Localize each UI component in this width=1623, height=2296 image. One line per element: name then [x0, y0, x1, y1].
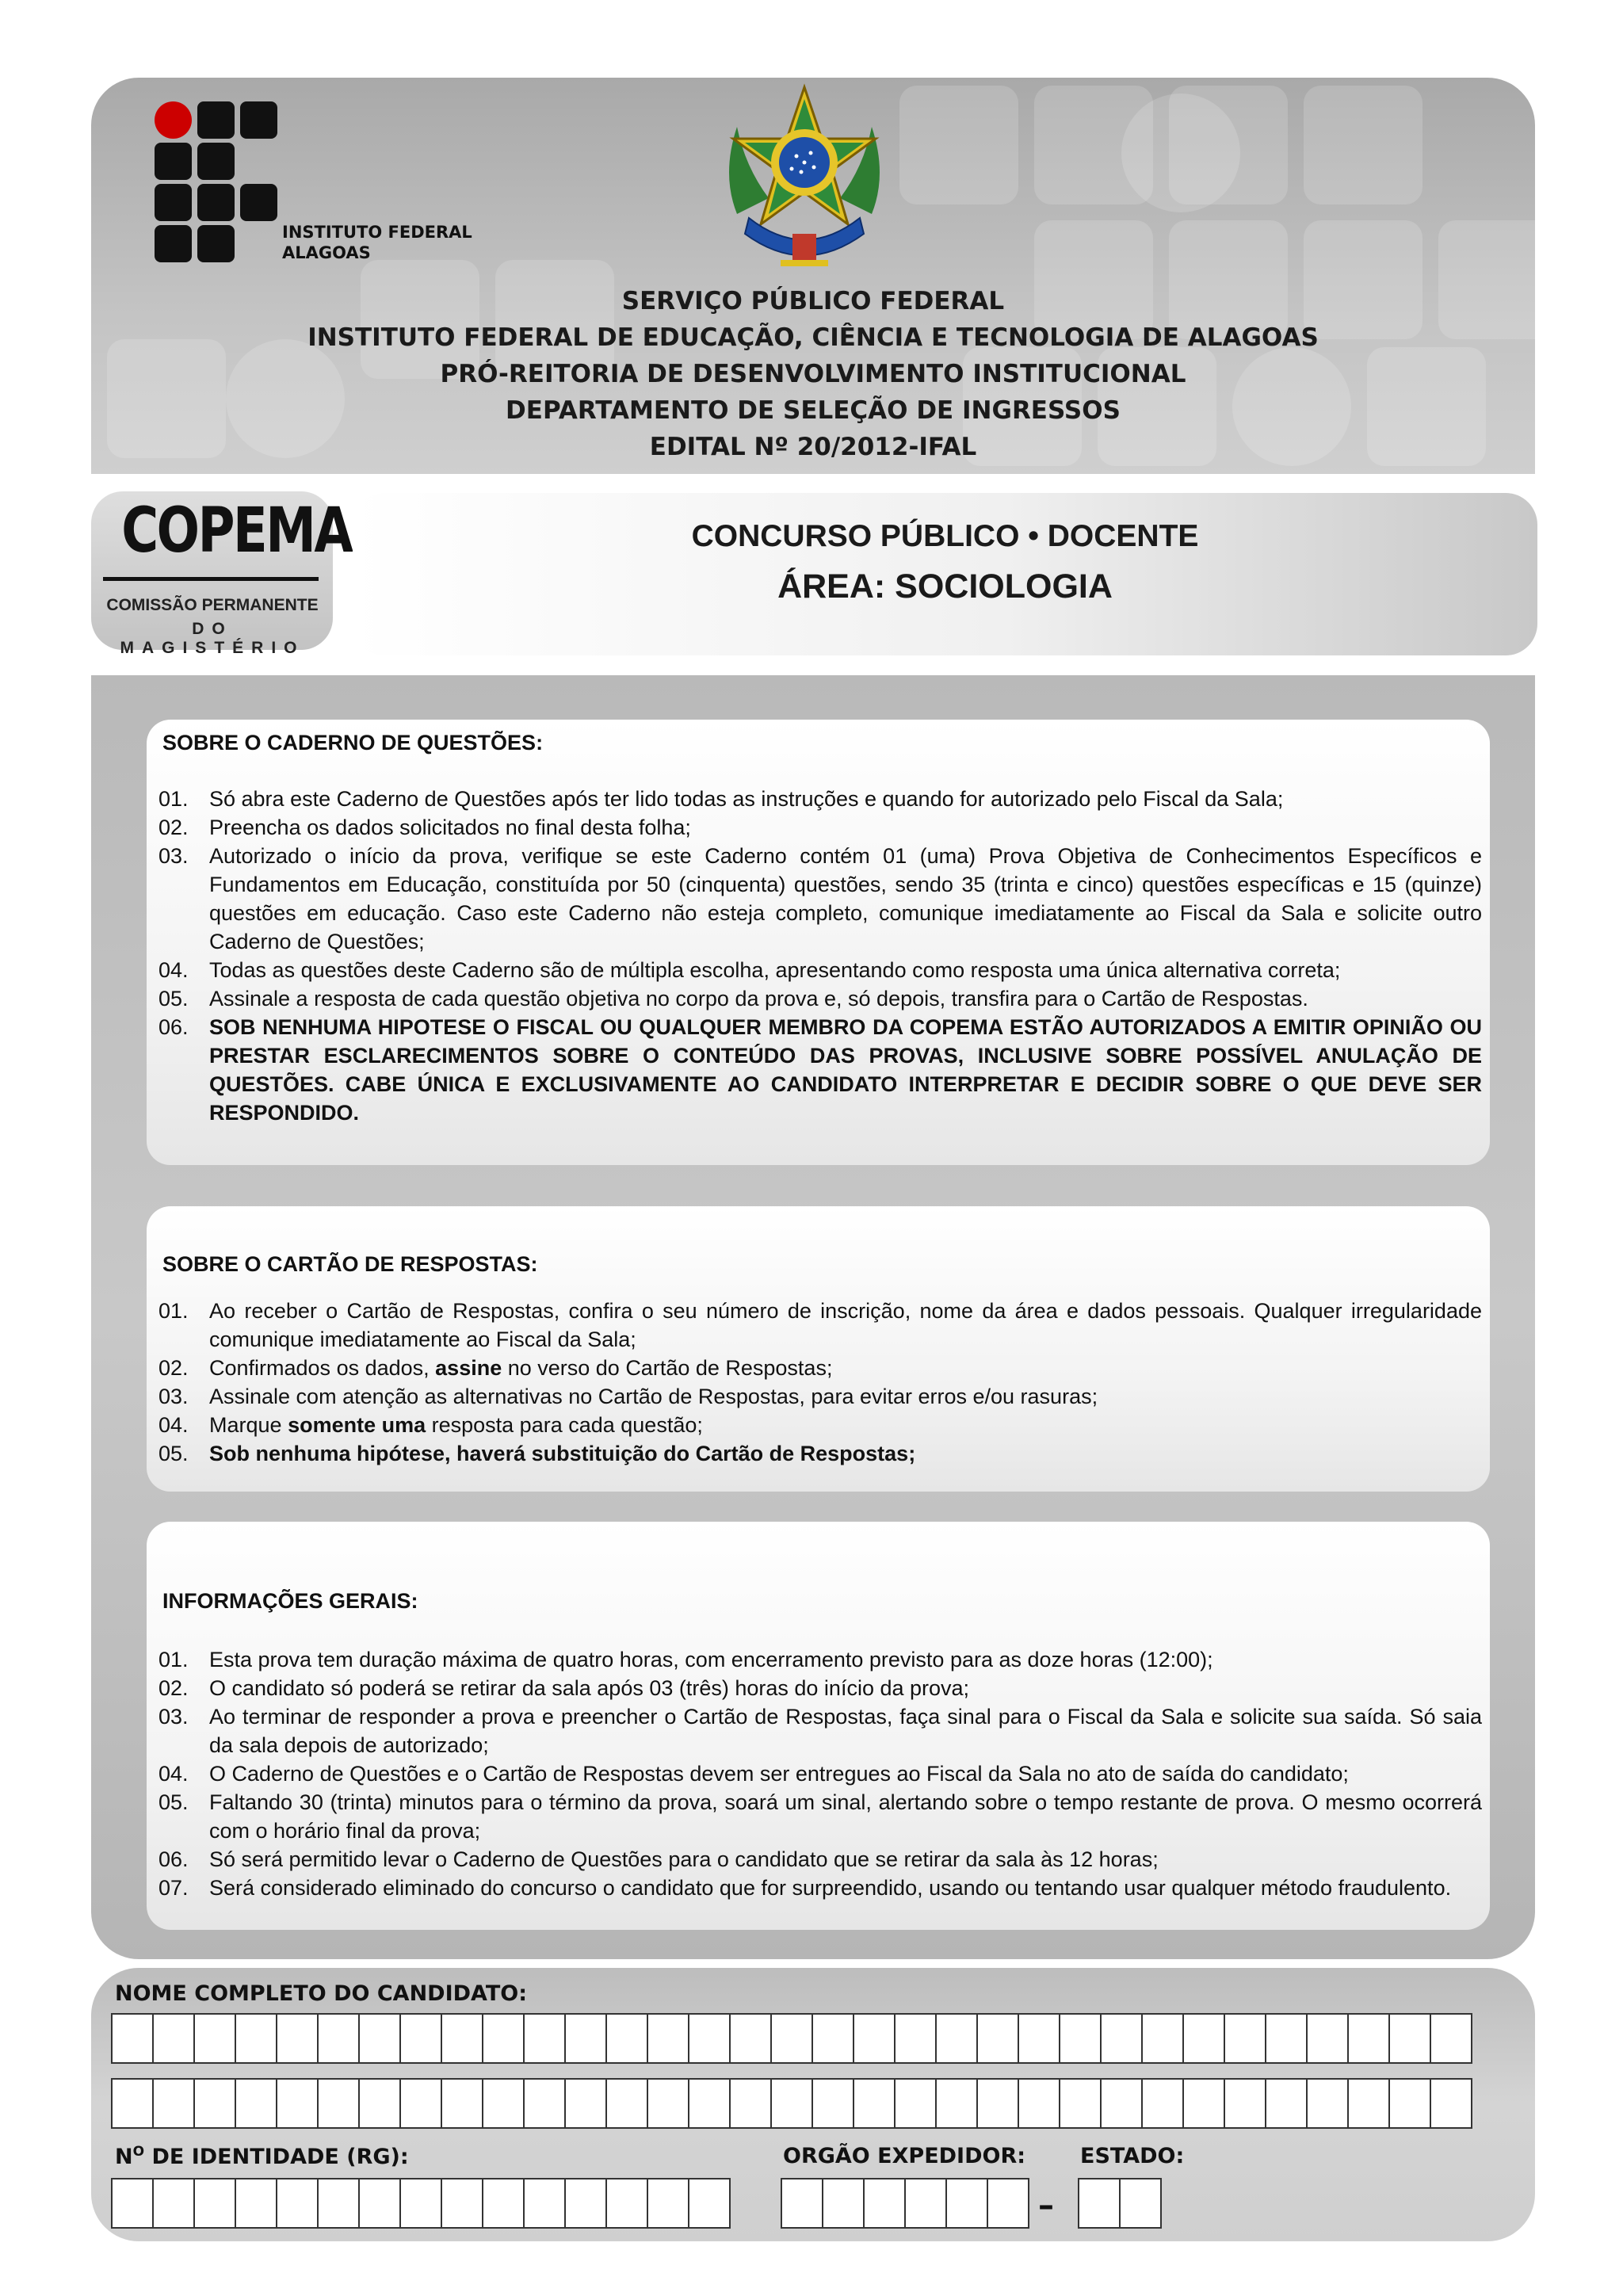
- list-item: 02. O candidato só poderá se retirar da sala após 03 (três) horas do início da prova;: [158, 1676, 970, 1700]
- bg-square: [1304, 86, 1423, 204]
- letter-box[interactable]: [1224, 2013, 1266, 2064]
- letter-box[interactable]: [987, 2178, 1029, 2229]
- letter-box[interactable]: [111, 2178, 154, 2229]
- letter-box[interactable]: [1347, 2013, 1390, 2064]
- bg-square: [1034, 220, 1153, 339]
- bg-circle: [1121, 94, 1240, 212]
- logo-line2: ALAGOAS: [282, 243, 371, 262]
- list-item: 05. Sob nenhuma hipótese, haverá substituição do Cartão de Respostas;: [158, 1442, 916, 1465]
- letter-box[interactable]: [399, 2078, 442, 2129]
- list-item: 03. Assinale com atenção as alternativas no Cartão de Respostas, para evitar erros e/ou rasuras;: [158, 1385, 1098, 1408]
- letter-box[interactable]: [276, 2013, 319, 2064]
- letter-box[interactable]: [1265, 2078, 1308, 2129]
- letter-box[interactable]: [152, 2178, 195, 2229]
- letter-box[interactable]: [935, 2013, 978, 2064]
- rg-boxes[interactable]: [111, 2178, 731, 2229]
- letter-box[interactable]: [482, 2178, 525, 2229]
- letter-box[interactable]: [1100, 2078, 1143, 2129]
- estado-boxes[interactable]: [1078, 2178, 1162, 2229]
- letter-box[interactable]: [523, 2178, 566, 2229]
- letter-box[interactable]: [781, 2178, 823, 2229]
- letter-box[interactable]: [1059, 2013, 1102, 2064]
- letter-box[interactable]: [729, 2013, 772, 2064]
- letter-box[interactable]: [1388, 2078, 1431, 2129]
- letter-box[interactable]: [729, 2078, 772, 2129]
- name-boxes-row-2[interactable]: [111, 2078, 1472, 2129]
- letter-box[interactable]: [441, 2078, 483, 2129]
- copema-subtitle-2: DO MAGISTÉRIO: [120, 620, 305, 657]
- coat-of-arms-icon: [713, 79, 896, 289]
- header-line-1: SERVIÇO PÚBLICO FEDERAL: [621, 287, 1005, 315]
- letter-box[interactable]: [564, 2178, 607, 2229]
- rg-label: $N^O$ DE IDENTIDADE (RG):: [115, 2144, 409, 2169]
- letter-box[interactable]: [605, 2013, 648, 2064]
- bg-square: [1304, 220, 1423, 339]
- letter-box[interactable]: [399, 2178, 442, 2229]
- letter-box[interactable]: [235, 2013, 277, 2064]
- header-line-4: DEPARTAMENTO DE SELEÇÃO DE INGRESSOS: [506, 396, 1121, 425]
- gerais-list: [158, 1645, 1482, 1902]
- letter-box[interactable]: [193, 2178, 236, 2229]
- bg-square: [1438, 220, 1535, 339]
- letter-box[interactable]: [1306, 2013, 1349, 2064]
- letter-box[interactable]: [688, 2013, 731, 2064]
- letter-box[interactable]: [235, 2078, 277, 2129]
- letter-box[interactable]: [482, 2078, 525, 2129]
- logo-line1: INSTITUTO FEDERAL: [282, 223, 472, 242]
- letter-box[interactable]: [1018, 2078, 1060, 2129]
- list-item: 07. Será considerado eliminado do concurso o candidato que for surpreendido, usando ou tentando usar qualquer método fraudulento.: [158, 1876, 1452, 1900]
- letter-box[interactable]: [945, 2178, 988, 2229]
- letter-box[interactable]: [812, 2078, 854, 2129]
- list-item: 04. Marque somente uma resposta para cada questão;: [158, 1413, 703, 1437]
- letter-box[interactable]: [441, 2178, 483, 2229]
- list-item: 04. O Caderno de Questões e o Cartão de Respostas devem ser entregues ao Fiscal da Sala no ato de saída do candidato;: [158, 1762, 1349, 1786]
- orgao-boxes[interactable]: [781, 2178, 1029, 2229]
- list-item: 06. Só será permitido levar o Caderno de Questões para o candidato que se retirar da sala às 12 horas;: [158, 1847, 1159, 1871]
- letter-box[interactable]: [904, 2178, 947, 2229]
- letter-box[interactable]: [523, 2078, 566, 2129]
- orgao-estado-dash: –: [1038, 2187, 1054, 2224]
- letter-box[interactable]: [1224, 2078, 1266, 2129]
- letter-box[interactable]: [111, 2013, 154, 2064]
- letter-box[interactable]: [358, 2013, 401, 2064]
- letter-box[interactable]: [1059, 2078, 1102, 2129]
- letter-box[interactable]: [1119, 2178, 1162, 2229]
- header-line-5: EDITAL Nº 20/2012-IFAL: [649, 433, 977, 461]
- copema-subtitle-1: COMISSÃO PERMANENTE: [106, 596, 319, 614]
- letter-box[interactable]: [1347, 2078, 1390, 2129]
- header-line-3: PRÓ-REITORIA DE DESENVOLVIMENTO INSTITUCIONAL: [440, 360, 1186, 388]
- letter-box[interactable]: [770, 2013, 813, 2064]
- list-item: 03. Autorizado o início da prova, verifique se este Caderno contém 01 (uma) Prova Objetiva de Conhecimentos Específicos e Fundamentos em Educação, constituída por 50 (cinquenta) questões, sendo 35 (trinta e cinco) questões específicas e 15 (quinze) questões em educação. Caso este Caderno não esteja completo, comunique imediatamente ao Fiscal da Sala e solicite outro Caderno de Questões;: [158, 844, 1482, 953]
- letter-box[interactable]: [976, 2013, 1019, 2064]
- letter-box[interactable]: [976, 2078, 1019, 2129]
- letter-box[interactable]: [935, 2078, 978, 2129]
- orgao-label: ORGÃO EXPEDIDOR:: [783, 2144, 1026, 2168]
- letter-box[interactable]: [647, 2178, 689, 2229]
- letter-box[interactable]: [276, 2178, 319, 2229]
- letter-box[interactable]: [193, 2078, 236, 2129]
- letter-box[interactable]: [853, 2013, 896, 2064]
- letter-box[interactable]: [358, 2178, 401, 2229]
- letter-box[interactable]: [894, 2078, 937, 2129]
- copema-logo-text: COPEMA: [121, 495, 352, 567]
- letter-box[interactable]: [688, 2178, 731, 2229]
- letter-box[interactable]: [1141, 2078, 1184, 2129]
- letter-box[interactable]: [317, 2078, 360, 2129]
- letter-box[interactable]: [152, 2013, 195, 2064]
- letter-box[interactable]: [1078, 2178, 1121, 2229]
- list-item: 02. Confirmados os dados, assine no verso do Cartão de Respostas;: [158, 1356, 833, 1380]
- ifal-logo-text: [282, 222, 472, 263]
- letter-box[interactable]: [152, 2078, 195, 2129]
- letter-box[interactable]: [317, 2013, 360, 2064]
- name-boxes-row-1[interactable]: [111, 2013, 1472, 2064]
- list-item: 06. SOB NENHUMA HIPOTESE O FISCAL OU QUALQUER MEMBRO DA COPEMA ESTÃO AUTORIZADOS A EMITIR OPINIÃO OU PRESTAR ESCLARECIMENTOS SOBRE O CONTEÚDO DAS PROVAS, INCLUSIVE SOBRE POSSÍVEL ANULAÇÃO DE QUESTÕES. CABE ÚNICA E EXCLUSIVAMENTE AO CANDIDATO INTERPRETAR E DECIDIR SOBRE O QUE DEVE SER RESPONDIDO.: [158, 1015, 1482, 1125]
- list-item: 01. Esta prova tem duração máxima de quatro horas, com encerramento previsto para as doze horas (12:00);: [158, 1648, 1213, 1671]
- letter-box[interactable]: [1430, 2078, 1472, 2129]
- list-item: 04. Todas as questões deste Caderno são de múltipla escolha, apresentando como resposta uma única alternativa correta;: [158, 958, 1341, 982]
- letter-box[interactable]: [1388, 2013, 1431, 2064]
- letter-box[interactable]: [193, 2013, 236, 2064]
- letter-box[interactable]: [812, 2013, 854, 2064]
- letter-box[interactable]: [770, 2078, 813, 2129]
- letter-box[interactable]: [1306, 2078, 1349, 2129]
- letter-box[interactable]: [894, 2013, 937, 2064]
- caderno-list: [158, 785, 1482, 1127]
- list-item: 03. Ao terminar de responder a prova e preencher o Cartão de Respostas, faça sinal para o Fiscal da Sala e solicite sua saída. Só saia da sala depois de autorizado;: [158, 1705, 1482, 1757]
- letter-box[interactable]: [647, 2013, 689, 2064]
- letter-box[interactable]: [523, 2013, 566, 2064]
- exam-title: CONCURSO PÚBLICO • DOCENTE: [691, 519, 1199, 553]
- name-label: NOME COMPLETO DO CANDIDATO:: [115, 1981, 528, 2006]
- letter-box[interactable]: [647, 2078, 689, 2129]
- letter-box[interactable]: [482, 2013, 525, 2064]
- letter-box[interactable]: [605, 2078, 648, 2129]
- letter-box[interactable]: [1182, 2013, 1225, 2064]
- letter-box[interactable]: [399, 2013, 442, 2064]
- bg-square: [1169, 220, 1288, 339]
- list-item: 05. Faltando 30 (trinta) minutos para o término da prova, soará um sinal, alertando sobre o tempo restante de prova. O mesmo ocorrerá com o horário final da prova;: [158, 1790, 1482, 1843]
- caderno-title: SOBRE O CADERNO DE QUESTÕES:: [162, 731, 544, 755]
- letter-box[interactable]: [688, 2078, 731, 2129]
- letter-box[interactable]: [564, 2013, 607, 2064]
- estado-label: ESTADO:: [1080, 2144, 1185, 2168]
- letter-box[interactable]: [853, 2078, 896, 2129]
- letter-box[interactable]: [358, 2078, 401, 2129]
- bg-square: [899, 86, 1018, 204]
- cartao-list: [158, 1297, 1482, 1468]
- copema-divider: [103, 577, 319, 581]
- letter-box[interactable]: [317, 2178, 360, 2229]
- letter-box[interactable]: [1018, 2013, 1060, 2064]
- letter-box[interactable]: [863, 2178, 906, 2229]
- list-item: 05. Assinale a resposta de cada questão objetiva no corpo da prova e, só depois, transfira para o Cartão de Respostas.: [158, 987, 1308, 1010]
- exam-area: ÁREA: SOCIOLOGIA: [777, 567, 1113, 606]
- letter-box[interactable]: [564, 2078, 607, 2129]
- letter-box[interactable]: [441, 2013, 483, 2064]
- cartao-title: SOBRE O CARTÃO DE RESPOSTAS:: [162, 1252, 538, 1276]
- list-item: 02. Preencha os dados solicitados no final desta folha;: [158, 816, 691, 839]
- letter-box[interactable]: [1430, 2013, 1472, 2064]
- letter-box[interactable]: [605, 2178, 648, 2229]
- letter-box[interactable]: [276, 2078, 319, 2129]
- letter-box[interactable]: [1265, 2013, 1308, 2064]
- gerais-title: INFORMAÇÕES GERAIS:: [162, 1589, 418, 1613]
- ifal-logo-icon: [155, 101, 277, 264]
- letter-box[interactable]: [1100, 2013, 1143, 2064]
- letter-box[interactable]: [111, 2078, 154, 2129]
- list-item: 01. Ao receber o Cartão de Respostas, confira o seu número de inscrição, nome da área e dados pessoais. Qualquer irregularidade comunique imediatamente ao Fiscal da Sala;: [158, 1299, 1482, 1351]
- letter-box[interactable]: [235, 2178, 277, 2229]
- letter-box[interactable]: [822, 2178, 865, 2229]
- letter-box[interactable]: [1182, 2078, 1225, 2129]
- list-item: 01. Só abra este Caderno de Questões após ter lido todas as instruções e quando for autorizado pelo Fiscal da Sala;: [158, 787, 1284, 811]
- header-line-2: INSTITUTO FEDERAL DE EDUCAÇÃO, CIÊNCIA E TECNOLOGIA DE ALAGOAS: [307, 323, 1319, 352]
- letter-box[interactable]: [1141, 2013, 1184, 2064]
